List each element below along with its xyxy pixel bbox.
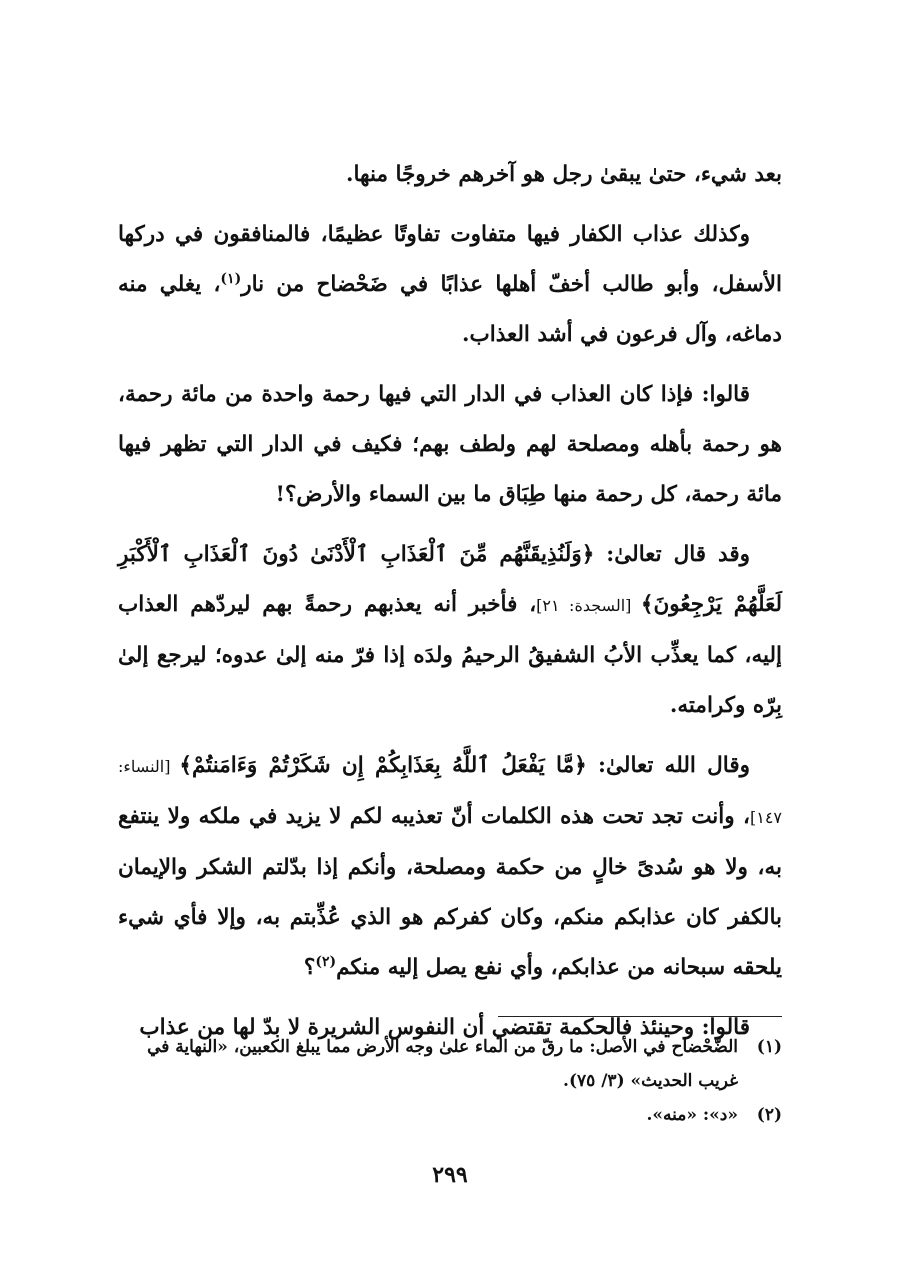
footnote-2-text: «د»: «منه». xyxy=(646,1105,738,1125)
footnote-ref-1[interactable]: (١) xyxy=(220,270,242,287)
paragraph-4-text-a: وقد قال تعالىٰ: xyxy=(594,542,750,567)
quran-verse-2: ﴿مَّا يَفْعَلُ ٱللَّهُ بِعَذَابِكُمْ إِن شَكَرْتُمْ وَءَامَنتُمْ﴾ xyxy=(179,753,587,778)
footnote-1-text: الضَّحْضاح في الأصل: ما رقّ من الماء علىٰ وجه الأرض مما يبلغ الكعبين، «النهاية في غريب الحديث» (٣/ ٧٥). xyxy=(147,1037,738,1091)
footnotes xyxy=(118,1030,782,1132)
paragraph-5 xyxy=(118,741,782,993)
paragraph-5-text-c: ؟ xyxy=(303,955,316,980)
paragraph-1-text: بعد شيء، حتىٰ يبقىٰ رجل هو آخرهم خروجًا منها. xyxy=(346,162,782,187)
paragraph-3-text: قالوا: فإذا كان العذاب في الدار التي فيها رحمة واحدة من مائة رحمة، هو رحمة بأهله ومصلحة لهم ولطف بهم؛ فكيف في الدار التي تظهر فيها مائة رحمة، كل رحمة منها طِبَاق ما بين السماء والأرض؟! xyxy=(118,382,782,507)
main-text xyxy=(118,150,782,1063)
footnote-ref-2[interactable]: (٢) xyxy=(315,953,337,970)
quran-citation-2: [النساء: ١٤٧] xyxy=(118,757,782,827)
page-number: ٢٩٩ xyxy=(432,1162,468,1188)
paragraph-4 xyxy=(118,530,782,731)
footnote-1 xyxy=(118,1030,782,1098)
quran-citation-1: [السجدة: ٢١] xyxy=(536,596,641,615)
paragraph-1 xyxy=(118,150,782,200)
paragraph-4-text-b: ، فأخبر أنه يعذبهم رحمةً بهم ليردّهم العذاب إليه، كما يعذِّب الأبُ الشفيقُ الرحيمُ ولدَه إذا فرّ منه إلىٰ عدوه؛ ليرجع إلىٰ بِرّه وكرامته. xyxy=(118,592,782,718)
quran-verse-1: ﴿وَلَنُذِيقَنَّهُم مِّنَ ٱلْعَذَابِ ٱلْأَدْنَىٰ دُونَ ٱلْعَذَابِ ٱلْأَكْبَرِ لَعَلَّهُمْ يَرْجِعُونَ﴾ xyxy=(118,542,783,617)
paragraph-6-text: قالوا: وحينئذ فالحكمة تقتضي أن النفوس الشريرة لا بدّ لها من عذاب xyxy=(139,1015,750,1040)
footnote-2 xyxy=(118,1098,782,1132)
paragraph-5-text-b: ، وأنت تجد تحت هذه الكلمات أنّ تعذيبه لكم لا يزيد في ملكه ولا ينتفع به، ولا هو سُدىً خالٍ من حكمة ومصلحة، وأنكم إذا بدّلتم الشكر والإيمان بالكفر كان عذابكم منكم، وكان كفركم هو الذي عُذِّبتم به، وإلا فأي شيء يلحقه سبحانه من عذابكم، وأي نفع يصل إليه منكم xyxy=(118,804,782,980)
paragraph-5-text-a: وقال الله تعالىٰ: xyxy=(586,753,750,778)
paragraph-2-text-b: ، يغلي منه دماغه، وآل فرعون في أشد العذاب. xyxy=(118,272,782,347)
footnote-divider xyxy=(498,1016,782,1017)
footnote-2-number: (٢) xyxy=(756,1105,782,1125)
footnote-1-number: (١) xyxy=(756,1037,782,1057)
paragraph-2-text-a: وكذلك عذاب الكفار فيها متفاوت تفاوتًا عظيمًا، فالمنافقون في دركها الأسفل، وأبو طالب أخفّ أهلها عذابًا في ضَحْضاح من نار xyxy=(118,222,782,297)
paragraph-2 xyxy=(118,210,782,360)
paragraph-3 xyxy=(118,370,782,520)
